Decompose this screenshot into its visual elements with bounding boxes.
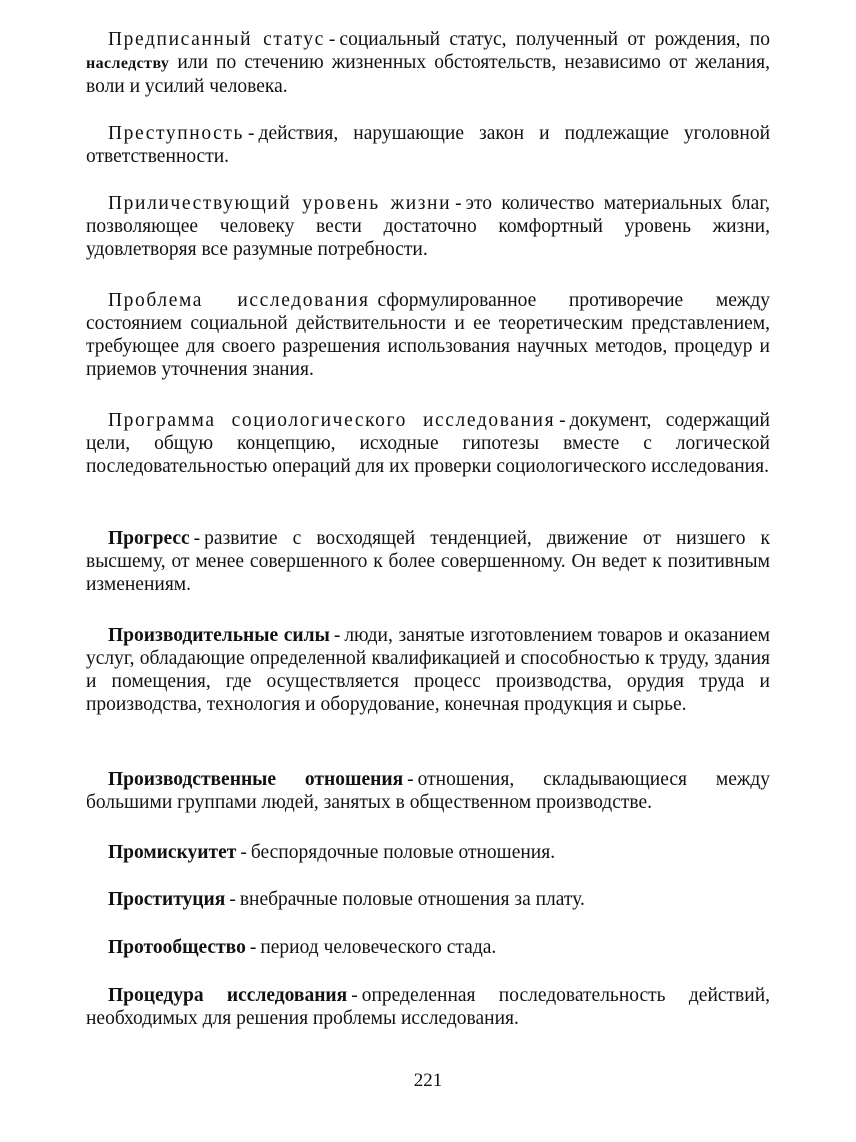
entry-separator: - [455,193,462,214]
entry-term: Программа социологического исследования [108,410,556,431]
glossary-entry [86,122,770,168]
page-number: 221 [413,1070,443,1091]
entry-term: Производственные отношения [108,769,404,790]
entry-term: Предписанный статус [108,29,325,50]
entry-separator: - [333,625,341,646]
entry-definition: определенная последовательность действий, необходимых для решения проблемы исследования. [86,985,771,1029]
glossary-entry [86,192,770,261]
entry-term: Приличествующий уровень жизни [108,193,452,214]
entry-separator: - [229,889,236,910]
entry-definition: внебрачные половые отношения за плату. [239,889,585,910]
entry-term: Проституция [108,889,226,910]
entry-definition: отношения, складывающиеся между большими группами людей, занятых в общественном производстве. [86,769,771,813]
entry-term: Преступность [108,123,245,144]
entry-separator: - [248,123,255,144]
glossary-entry [86,841,770,864]
entry-separator: - [240,842,247,863]
entry-term: Прогресс [108,528,190,549]
entry-term: Протообщество [108,937,246,958]
entry-separator: - [249,937,257,958]
glossary-entry [86,936,770,959]
glossary-entry [86,28,770,98]
entry-separator: - [559,410,566,431]
entry-definition: документ, содержащий цели, общую концепцию, исходные гипотезы вместе с логической последовательностью операций для их проверки социологического исследования. [86,410,770,477]
glossary-entry [86,289,770,381]
entry-definition: действия, нарушающие закон и подлежащие уголовной ответственности. [86,123,770,167]
entry-definition: период человеческого стада. [260,937,497,958]
entry-definition: люди, занятые изготовлением товаров и оказанием услуг, обладающие определенной квалификацией и способностью к труду, здания и помещения, где осуществляется процесс производства, орудия труда и производства, технология и оборудование, конечная продукция и сырье. [86,625,770,715]
entry-term: Процедура исследования [108,985,348,1006]
entry-definition: сформулированное противоречие между состоянием социальной действительности и ее теоретическим представлением, требующее для своего разрешения использования научных методов, процедур и приемов уточнения знания. [86,290,770,380]
entry-separator: - [407,769,414,790]
entry-term: Промискуитет [108,842,237,863]
entry-definition: беспорядочные половые отношения. [250,842,556,863]
entry-definition: это количество материальных благ, позволяющее человеку вести достаточно комфортный уровень жизни, удовлетворяя все разумные потребности. [86,193,770,260]
glossary-entry [86,527,770,596]
glossary-entry [86,624,770,716]
entry-separator [370,290,378,311]
entry-definition: социальный статус, полученный от рождения, по [339,29,770,50]
entry-definition: развитие с восходящей тенденцией, движение от низшего к высшему, от менее совершенного к более совершенному. Он ведет к позитивным изменениям. [86,528,770,595]
entry-separator: - [351,985,358,1006]
entry-emphasis: наследству [86,55,170,72]
glossary-entry [86,888,770,911]
entry-separator: - [328,29,336,50]
entry-term: Проблема исследования [108,290,370,311]
glossary-entry [86,409,770,478]
entry-term: Производительные силы [108,625,330,646]
entry-separator: - [193,528,201,549]
entry-definition-rest: или по стечению жизненных обстоятельств, независимо от желания, воли и усилий человека. [86,52,770,97]
glossary-entry [86,984,770,1030]
glossary-entry [86,768,770,814]
